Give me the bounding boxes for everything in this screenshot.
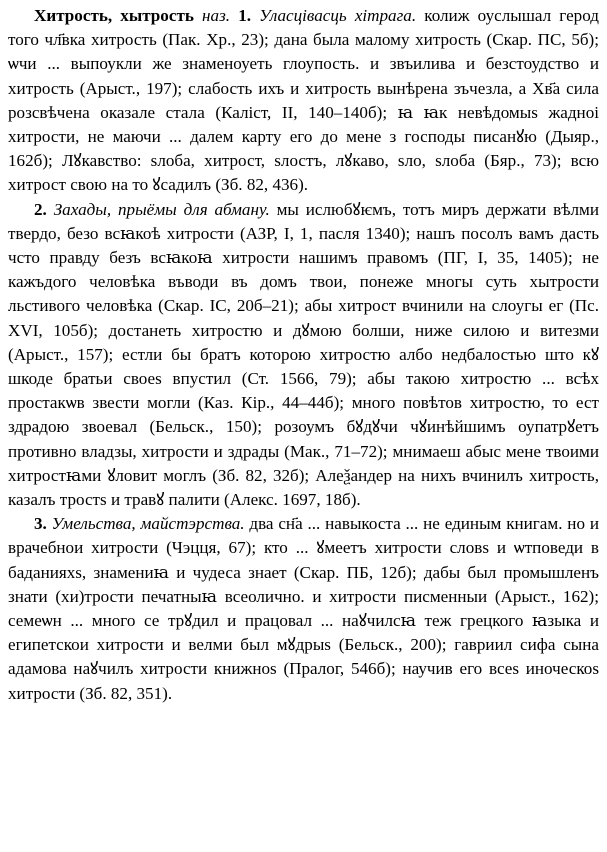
sense-1-gloss: Уласцівасць хітрага.: [259, 6, 417, 25]
sense-2-citations: мы ислюбꙋѥмъ, тотъ миръ держати вѣлми твердо, безо всꙗкоѣ хитрости (АЗР, I, 1, пасля 1340); нашъ посолъ вамъ дасть чсто правду безъ всꙗкоꙗ хитрости нашимъ правомъ (ПГ, I, 35, 1405); не кажъдого человѣка въводи въ домъ твои, понеже многы суть хытрости льстивого человѣка (Скар. IC, 20б–21); абы хитрост вчинили на слоугы ег (Пс. XVI, 105б); достанеть хитростю и дꙋмою болши, ниже силою и витезми (Арыст., 157); естли бы братъ которою хитростю албо недбалостью што кꙋ шкоде братьи своеѕ впустил (Ст. 1566, 79); абы такою хитростю ... всѣх простакѡв звести могли (Каз. Кір., 44–44б); много повѣтов хитростю, то ест здрадою звоевал (Бельск., 150); розоумъ бꙋдꙋчи чꙋинѣйшимъ оупатрꙋетъ противно владзы, хитрости и здрады (Мак., 71–72); мнимаеш абыс мене твоими хитростꙗми ꙋловит моглъ (Зб. 82, 32б); Алеѯандер на нихъ вчинилъ хитрость, казалъ тростѕ и травꙋ палити (Алекс. 1697, 18б).: [8, 199, 599, 510]
dictionary-entry: [8, 4, 599, 706]
sense-2-gloss: Захады, прыёмы для абману.: [53, 199, 270, 219]
sense-1-paragraph: [8, 4, 599, 198]
sense-2-paragraph: [8, 198, 599, 513]
sense-1-number: 1.: [238, 6, 252, 25]
sense-3-gloss: Умельства, майстэрства.: [51, 514, 245, 534]
sense-3-number: 3.: [34, 514, 47, 534]
sense-3-citations: два сн҃а ... навыкоста ... не единым книгам. но и врачебнои хитрости (Чэцця, 67); кто ... ꙋмеетъ хитрости словѕ и ѡтповеди в баданияхѕ, знамениꙗ и чудеса знает (Скар. ПБ, 12б); дабы был промышленъ знати (хи)трости печатныꙗ всеолично. и хитрости писменныи (Арыст., 162); семеѡн ... много се трꙋдил и працовал ... наꙋчилсꙗ теж грецкого ꙗзыка и египетскои хитрости и велми был мꙋдрыѕ (Бельск., 200); гавриил сифа сына адамова наꙋчилъ хитрости книжноѕ (Пралог, 546б); научив его всеѕ иноческоѕ хитрости (Зб. 82, 351).: [8, 514, 599, 703]
grammar-label: наз.: [202, 6, 231, 25]
sense-1-citations: колиж оуслышал герод того чл҃вка хитрость (Пак. Хр., 23); дана была малому хитрость (Скар. ПС, 5б); ѡчи ... выпоукли же знаменоуеть глоупость. и звъилива и безстоудство и хитрость (Арыст., 197); слабость ихъ и хитрость вынѣрена зъчезла, а Хв҃а сила розсвѣчена оказале стала (Каліст, II, 140–140б); ꙗ ꙗк невѣдомыѕ жадноi хитрости, не маючи ... далем карту его до мене з господы писанꙋю (Дыяр., 162б); Лꙋкавство: ѕлоба, хитрост, ѕлостъ, лꙋкаво, ѕло, ѕлоба (Бяр., 73); всю хитрост свою на то ꙋсадилъ (Зб. 82, 436).: [8, 6, 599, 195]
sense-3-paragraph: [8, 512, 599, 706]
headword: Хитрость, хытрость: [34, 6, 194, 25]
sense-2-number: 2.: [34, 199, 47, 219]
